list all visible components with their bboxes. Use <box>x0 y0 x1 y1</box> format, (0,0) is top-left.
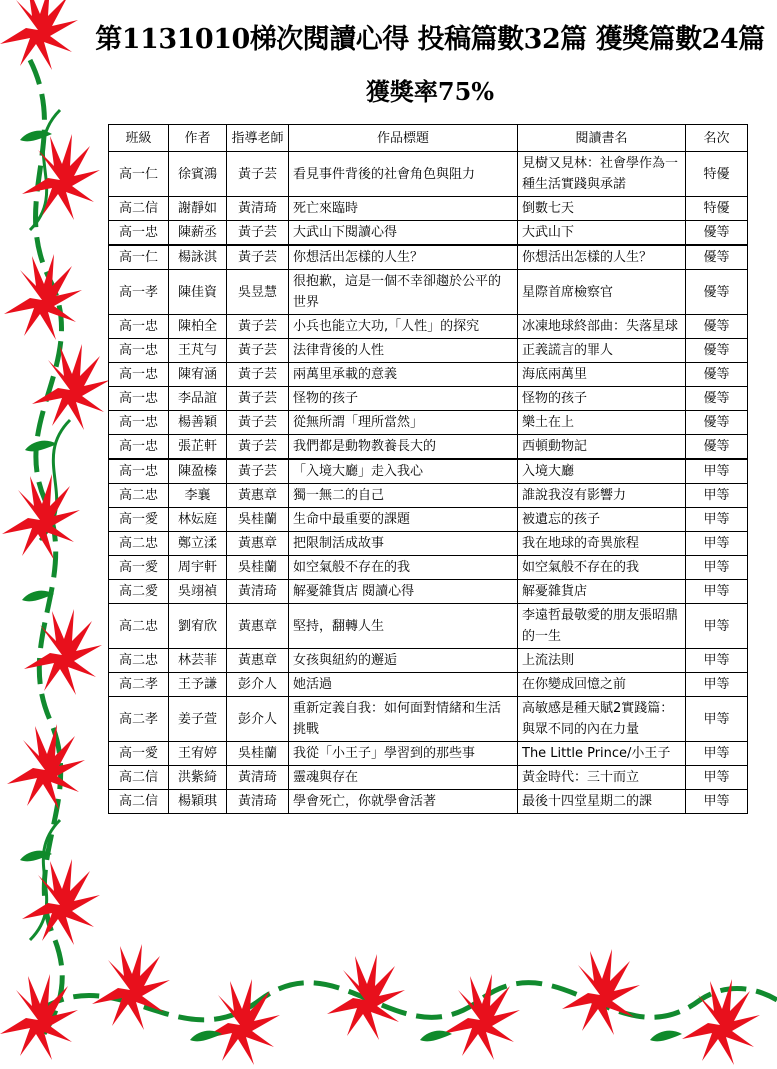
cell-advisor: 黃清琦 <box>227 197 289 221</box>
header-book: 閱讀書名 <box>518 125 686 152</box>
cell-class: 高二孝 <box>109 673 169 697</box>
cell-author: 謝靜如 <box>169 197 227 221</box>
cell-book: 解憂雜貨店 <box>518 580 686 604</box>
cell-advisor: 黃子芸 <box>227 459 289 484</box>
cell-author: 林芸菲 <box>169 649 227 673</box>
cell-rank: 甲等 <box>686 556 748 580</box>
cell-author: 李品誼 <box>169 387 227 411</box>
cell-class: 高一孝 <box>109 270 169 315</box>
cell-rank: 優等 <box>686 387 748 411</box>
cell-advisor: 黃清琦 <box>227 766 289 790</box>
cell-class: 高一忠 <box>109 315 169 339</box>
cell-author: 王予謙 <box>169 673 227 697</box>
leaf-icon <box>650 1031 682 1042</box>
table-row <box>109 604 748 649</box>
cell-advisor: 彭介人 <box>227 673 289 697</box>
awards-table <box>108 124 748 814</box>
table-row <box>109 315 748 339</box>
cell-work: 很抱歉，這是一個不幸卻趨於公平的世界 <box>289 270 518 315</box>
cell-book: 李遠哲最敬愛的朋友張昭鼎的一生 <box>518 604 686 649</box>
table-row <box>109 221 748 246</box>
cell-class: 高二忠 <box>109 649 169 673</box>
cell-book: 星際首席檢察官 <box>518 270 686 315</box>
cell-class: 高二愛 <box>109 580 169 604</box>
cell-class: 高一忠 <box>109 339 169 363</box>
cell-author: 陳柏全 <box>169 315 227 339</box>
table-row <box>109 245 748 270</box>
cell-class: 高一忠 <box>109 459 169 484</box>
cell-book: 海底兩萬里 <box>518 363 686 387</box>
cell-book: 入境大廳 <box>518 459 686 484</box>
cell-rank: 優等 <box>686 245 748 270</box>
cell-advisor: 黃子芸 <box>227 221 289 246</box>
cell-work: 你想活出怎樣的人生？ <box>289 245 518 270</box>
leaf-icon <box>190 1031 222 1042</box>
cell-rank: 優等 <box>686 435 748 460</box>
cell-class: 高一忠 <box>109 435 169 460</box>
cell-class: 高一愛 <box>109 742 169 766</box>
cell-author: 楊穎琪 <box>169 790 227 814</box>
cell-author: 楊善穎 <box>169 411 227 435</box>
header-rank: 名次 <box>686 125 748 152</box>
flower-icon <box>22 859 100 945</box>
cell-advisor: 黃子芸 <box>227 339 289 363</box>
cell-work: 學會死亡，你就學會活著 <box>289 790 518 814</box>
table-row <box>109 152 748 197</box>
cell-advisor: 吳昱慧 <box>227 270 289 315</box>
cell-advisor: 黃清琦 <box>227 580 289 604</box>
header-class: 班級 <box>109 125 169 152</box>
cell-rank: 優等 <box>686 270 748 315</box>
cell-author: 陳薪丞 <box>169 221 227 246</box>
cell-book: 見樹又見林：社會學作為一種生活實踐與承諾 <box>518 152 686 197</box>
cell-advisor: 黃清琦 <box>227 790 289 814</box>
cell-class: 高一忠 <box>109 387 169 411</box>
cell-rank: 特優 <box>686 197 748 221</box>
cell-book: 我在地球的奇異旅程 <box>518 532 686 556</box>
cell-work: 靈魂與存在 <box>289 766 518 790</box>
leaf-icon <box>20 131 52 142</box>
cell-work: 解憂雜貨店 閱讀心得 <box>289 580 518 604</box>
cell-advisor: 黃子芸 <box>227 245 289 270</box>
cell-class: 高一忠 <box>109 221 169 246</box>
leaf-icon <box>25 441 57 452</box>
cell-class: 高一忠 <box>109 411 169 435</box>
cell-rank: 優等 <box>686 221 748 246</box>
cell-rank: 優等 <box>686 363 748 387</box>
flower-icon <box>682 979 760 1065</box>
cell-book: 被遺忘的孩子 <box>518 508 686 532</box>
cell-advisor: 吳桂蘭 <box>227 556 289 580</box>
cell-author: 陳盈榛 <box>169 459 227 484</box>
cell-advisor: 吳桂蘭 <box>227 508 289 532</box>
header-work: 作品標題 <box>289 125 518 152</box>
cell-work: 如空氣般不存在的我 <box>289 556 518 580</box>
table-row <box>109 532 748 556</box>
cell-author: 楊詠淇 <box>169 245 227 270</box>
cell-advisor: 黃子芸 <box>227 387 289 411</box>
cell-advisor: 黃子芸 <box>227 315 289 339</box>
flower-icon <box>92 944 170 1030</box>
cell-work: 「入境大廳」走入我心 <box>289 459 518 484</box>
cell-work: 獨一無二的自己 <box>289 484 518 508</box>
cell-rank: 甲等 <box>686 697 748 742</box>
table-row <box>109 435 748 460</box>
page-title: 第1131010梯次閱讀心得 投稿篇數32篇 獲獎篇數24篇 <box>95 24 765 55</box>
cell-work: 看見事件背後的社會角色與阻力 <box>289 152 518 197</box>
cell-advisor: 黃惠章 <box>227 484 289 508</box>
cell-rank: 優等 <box>686 411 748 435</box>
cell-work: 堅持，翻轉人生 <box>289 604 518 649</box>
table-row <box>109 673 748 697</box>
cell-book: 在你變成回憶之前 <box>518 673 686 697</box>
cell-advisor: 吳桂蘭 <box>227 742 289 766</box>
table-row <box>109 484 748 508</box>
table-row <box>109 270 748 315</box>
cell-author: 吳翊禎 <box>169 580 227 604</box>
cell-author: 李襄 <box>169 484 227 508</box>
cell-book: 上流法則 <box>518 649 686 673</box>
cell-rank: 優等 <box>686 339 748 363</box>
cell-advisor: 黃子芸 <box>227 435 289 460</box>
table-row <box>109 508 748 532</box>
cell-advisor: 彭介人 <box>227 697 289 742</box>
cell-book: The Little Prince/小王子 <box>518 742 686 766</box>
cell-work: 我們都是動物教養長大的 <box>289 435 518 460</box>
cell-book: 最後十四堂星期二的課 <box>518 790 686 814</box>
cell-class: 高二忠 <box>109 604 169 649</box>
cell-work: 把限制活成故事 <box>289 532 518 556</box>
cell-book: 大武山下 <box>518 221 686 246</box>
cell-work: 從無所謂「理所當然」 <box>289 411 518 435</box>
cell-author: 陳佳資 <box>169 270 227 315</box>
cell-book: 正義謊言的罪人 <box>518 339 686 363</box>
cell-advisor: 黃惠章 <box>227 532 289 556</box>
flower-icon <box>24 609 102 695</box>
cell-work: 大武山下閱讀心得 <box>289 221 518 246</box>
cell-advisor: 黃惠章 <box>227 649 289 673</box>
cell-work: 她活過 <box>289 673 518 697</box>
cell-author: 鄭立渘 <box>169 532 227 556</box>
cell-rank: 甲等 <box>686 508 748 532</box>
cell-work: 怪物的孩子 <box>289 387 518 411</box>
cell-author: 姜子萱 <box>169 697 227 742</box>
table-row <box>109 697 748 742</box>
table-row <box>109 649 748 673</box>
flower-icon <box>4 254 82 340</box>
cell-class: 高一仁 <box>109 152 169 197</box>
cell-author: 王芃勻 <box>169 339 227 363</box>
cell-book: 誰說我沒有影響力 <box>518 484 686 508</box>
cell-rank: 甲等 <box>686 459 748 484</box>
cell-class: 高二信 <box>109 197 169 221</box>
table-row <box>109 339 748 363</box>
cell-class: 高二孝 <box>109 697 169 742</box>
cell-rank: 甲等 <box>686 742 748 766</box>
cell-advisor: 黃子芸 <box>227 411 289 435</box>
cell-rank: 甲等 <box>686 649 748 673</box>
table-row <box>109 766 748 790</box>
cell-author: 陳宥涵 <box>169 363 227 387</box>
cell-book: 黃金時代：三十而立 <box>518 766 686 790</box>
cell-work: 重新定義自我：如何面對情緒和生活挑戰 <box>289 697 518 742</box>
cell-author: 劉宥欣 <box>169 604 227 649</box>
leaf-icon <box>420 1031 452 1042</box>
cell-rank: 甲等 <box>686 604 748 649</box>
table-row <box>109 459 748 484</box>
cell-class: 高二信 <box>109 766 169 790</box>
cell-book: 倒數七天 <box>518 197 686 221</box>
cell-author: 周宇軒 <box>169 556 227 580</box>
cell-rank: 特優 <box>686 152 748 197</box>
award-rate-subtitle: 獲獎率75% <box>365 77 495 106</box>
cell-work: 女孩與紐約的邂逅 <box>289 649 518 673</box>
cell-book: 怪物的孩子 <box>518 387 686 411</box>
table-row <box>109 411 748 435</box>
table-row <box>109 556 748 580</box>
cell-book: 你想活出怎樣的人生？ <box>518 245 686 270</box>
table-row <box>109 363 748 387</box>
cell-rank: 甲等 <box>686 766 748 790</box>
cell-book: 冰凍地球終部曲：失落星球 <box>518 315 686 339</box>
cell-work: 生命中最重要的課題 <box>289 508 518 532</box>
flower-icon <box>0 0 78 70</box>
header-advisor: 指導老師 <box>227 125 289 152</box>
cell-rank: 甲等 <box>686 673 748 697</box>
cell-book: 如空氣般不存在的我 <box>518 556 686 580</box>
cell-class: 高二信 <box>109 790 169 814</box>
flower-icon <box>0 974 78 1060</box>
cell-author: 林妘庭 <box>169 508 227 532</box>
cell-rank: 甲等 <box>686 532 748 556</box>
cell-rank: 甲等 <box>686 484 748 508</box>
cell-author: 張芷軒 <box>169 435 227 460</box>
table-row <box>109 742 748 766</box>
cell-class: 高二忠 <box>109 532 169 556</box>
table-row <box>109 387 748 411</box>
cell-rank: 優等 <box>686 315 748 339</box>
table-row <box>109 580 748 604</box>
flower-icon <box>7 724 85 810</box>
cell-advisor: 黃惠章 <box>227 604 289 649</box>
cell-advisor: 黃子芸 <box>227 363 289 387</box>
cell-class: 高一愛 <box>109 556 169 580</box>
cell-rank: 甲等 <box>686 580 748 604</box>
cell-class: 高二忠 <box>109 484 169 508</box>
cell-work: 小兵也能立大功,「人性」的探究 <box>289 315 518 339</box>
cell-advisor: 黃子芸 <box>227 152 289 197</box>
table-row <box>109 197 748 221</box>
cell-book: 西頓動物記 <box>518 435 686 460</box>
cell-class: 高一愛 <box>109 508 169 532</box>
cell-author: 王宥婷 <box>169 742 227 766</box>
cell-class: 高一忠 <box>109 363 169 387</box>
flower-icon <box>442 974 520 1060</box>
cell-rank: 甲等 <box>686 790 748 814</box>
cell-work: 法律背後的人性 <box>289 339 518 363</box>
header-author: 作者 <box>169 125 227 152</box>
cell-work: 兩萬里承載的意義 <box>289 363 518 387</box>
cell-author: 徐賓鴻 <box>169 152 227 197</box>
flower-icon <box>327 954 405 1040</box>
cell-work: 我從「小王子」學習到的那些事 <box>289 742 518 766</box>
cell-class: 高一仁 <box>109 245 169 270</box>
table-row <box>109 790 748 814</box>
cell-book: 高敏感是種天賦2實踐篇：與眾不同的內在力量 <box>518 697 686 742</box>
cell-author: 洪紫綺 <box>169 766 227 790</box>
cell-book: 樂土在上 <box>518 411 686 435</box>
table-header-row <box>109 125 748 152</box>
cell-work: 死亡來臨時 <box>289 197 518 221</box>
